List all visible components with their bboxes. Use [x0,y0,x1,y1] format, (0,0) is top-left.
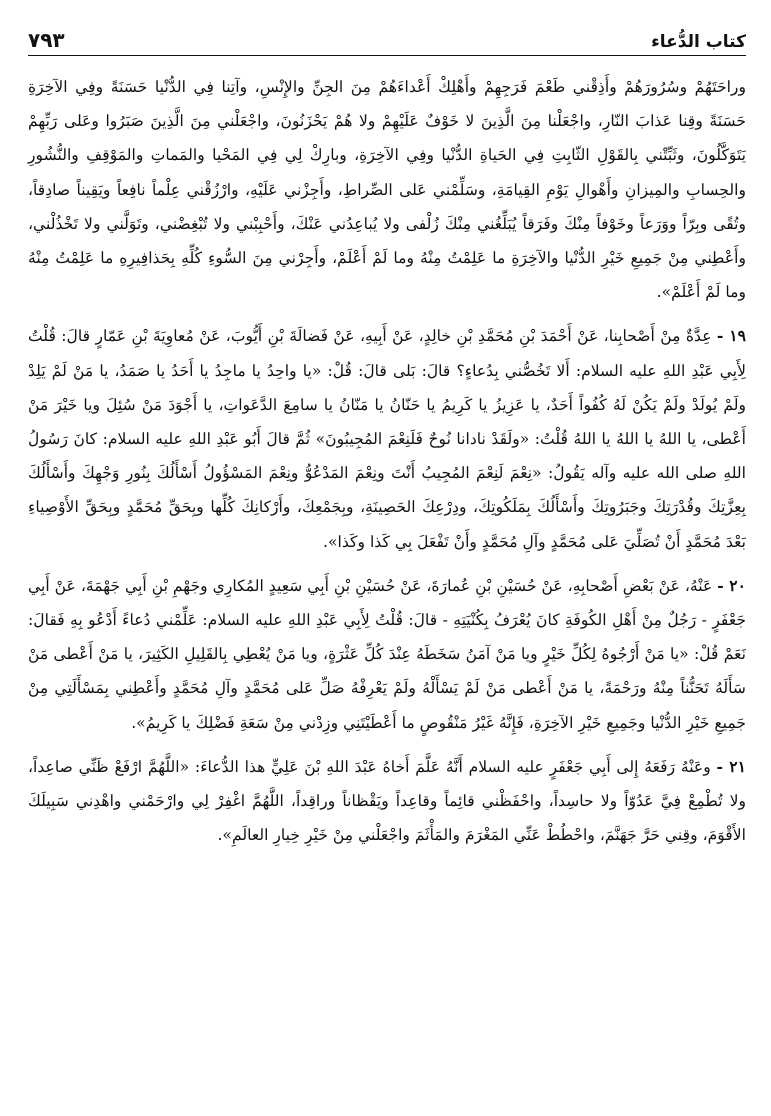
book-page [28,22,746,1102]
paragraph-text: وراحَتَهُمْ وسُرُورَهُمْ وأَذِقْني طَعْمَ فَرَجِهِمْ وأَهْلِكْ أَعْداءَهُمْ مِنَ الجِنِّ والإِنْسِ، وآتِنا فِي الدُّنْيا حَسَنَةً وفِي الآخِرَةِ حَسَنَةً وقِنا عَذابَ النّارِ، واجْعَلْنا مِنَ الَّذِينَ لا خَوْفٌ عَلَيْهِمْ ولا هُمْ يَحْزَنُونَ، واجْعَلْني مِنَ الَّذِينَ صَبَرُوا وعَلى رَبِّهِمْ يَتَوَكَّلُونَ، وثَبِّتْني بِالقَوْلِ الثّابِتِ فِي الحَياةِ الدُّنْيا وفِي الآخِرَةِ، وبارِكْ لِي فِي المَحْيا والمَماتِ والمَوْقِفِ والنُّشُورِ والحِسابِ والمِيزانِ وأَهْوالِ يَوْمِ القِيامَةِ، وسَلِّمْني عَلى الصِّراطِ، وأَجِزْني عَلَيْهِ، وارْزُقْني عِلْماً نافِعاً ويَقِيناً صادِقاً، وتُقًى وبِرّاً ووَرَعاً وخَوْفاً مِنْكَ وفَرَقاً يُبَلِّغُني مِنْكَ زُلْفى ولا يُباعِدُني عَنْكَ، وأَحْبِبْني ولا تُبْغِضْني، وتَوَلَّني ولا تَخْذُلْني، وأَعْطِني مِنْ جَمِيعِ خَيْرِ الدُّنْيا والآخِرَةِ ما عَلِمْتُ مِنْهُ وما لَمْ أَعْلَمْ، وأَجِرْني مِنَ السُّوءِ كُلِّهِ بِحَذافِيرِهِ ما عَلِمْتُ مِنْهُ وما لَمْ أَعْلَمْ». [28,78,746,302]
paragraph-text: عِدَّةٌ مِنْ أَصْحابِنا، عَنْ أَحْمَدَ بْنِ مُحَمَّدِ بْنِ خالِدٍ، عَنْ أَبِيهِ، عَنْ فَضالَةَ بْنِ أَيُّوبَ، عَنْ مُعاوِيَةَ بْنِ عَمّارٍ قالَ: قُلْتُ لِأَبِي عَبْدِ اللهِ عليه السلام: أَلا تَخُصُّني بِدُعاءٍ؟ قالَ: بَلى قالَ: قُلْ: «يا واحِدُ يا ماجِدُ يا أَحَدُ يا صَمَدُ، يا مَنْ لَمْ يَلِدْ ولَمْ يُولَدْ ولَمْ يَكُنْ لَهُ كُفُواً أَحَدٌ، يا عَزِيزُ يا كَرِيمُ يا حَنّانُ يا مَنّانُ يا سامِعَ الدَّعَواتِ، يا أَجْوَدَ مَنْ سُئِلَ ويا خَيْرَ مَنْ أَعْطى، يا اللهُ يا اللهُ يا اللهُ قُلْتُ: «ولَقَدْ نادانا نُوحٌ فَلَنِعْمَ المُجِيبُونَ» ثُمَّ قالَ أَبُو عَبْدِ اللهِ عليه السلام: كانَ رَسُولُ اللهِ صلى الله عليه وآله يَقُولُ: «نِعْمَ لَنِعْمَ المُجِيبُ أَنْتَ ونِعْمَ المَدْعُوُّ ونِعْمَ المَسْؤُولُ أَسْأَلُكَ بِنُورِ وَجْهِكَ وأَسْأَلُكَ بِعِزَّتِكَ وقُدْرَتِكَ وجَبَرُوتِكَ وأَسْأَلُكَ بِمَلَكُوتِكَ، ودِرْعِكَ الحَصِينَةِ، وبِجَمْعِكَ، وأَرْكانِكَ كُلِّها وبِحَقِّ مُحَمَّدٍ وبِحَقِّ الأَوْصِياءِ بَعْدَ مُحَمَّدٍ أَنْ تُصَلِّيَ عَلى مُحَمَّدٍ وآلِ مُحَمَّدٍ وأَنْ تَفْعَلَ بِي كَذا وكَذا». [28,327,746,551]
hadith-number: ٢١ - [716,756,747,776]
hadith-19 [28,319,746,558]
hadith-number: ١٩ - [716,326,746,346]
paragraph-text: عَنْهُ، عَنْ بَعْضِ أَصْحابِهِ، عَنْ حُسَيْنِ بْنِ عُمارَةَ، عَنْ حُسَيْنِ بْنِ أَبِي سَعِيدٍ المُكارِي وجَهْمِ بْنِ أَبِي جَهْمَةَ، عَنْ أَبِي جَعْفَرٍ - رَجُلٌ مِنْ أَهْلِ الكُوفَةِ كانَ يُعْرَفُ بِكُنْيَتِهِ - قالَ: قُلْتُ لِأَبِي عَبْدِ اللهِ عليه السلام: عَلِّمْني دُعاءً أَدْعُو بِهِ فَقالَ: نَعَمْ قُلْ: «يا مَنْ أَرْجُوهُ لِكُلِّ خَيْرٍ ويا مَنْ آمَنُ سَخَطَهُ عِنْدَ كُلِّ عَثْرَةٍ، ويا مَنْ يُعْطِي بِالقَلِيلِ الكَثِيرَ، يا مَنْ أَعْطى مَنْ سَأَلَهُ تَحَنُّناً مِنْهُ ورَحْمَةً، يا مَنْ أَعْطى مَنْ لَمْ يَسْأَلْهُ ولَمْ يَعْرِفْهُ صَلِّ عَلى مُحَمَّدٍ وآلِ مُحَمَّدٍ وأَعْطِني بِمَسْأَلَتِي مِنْ جَمِيعِ خَيْرِ الدُّنْيا وجَمِيعِ خَيْرِ الآخِرَةِ، فَإِنَّهُ غَيْرُ مَنْقُوصٍ ما أَعْطَيْتَنِي وزِدْني مِنْ سَعَةِ فَضْلِكَ يا كَرِيمُ». [28,576,746,732]
running-title: كتاب الدُّعاء [651,32,746,52]
hadith-21 [28,750,746,853]
paragraph-text: وعَنْهُ رَفَعَهُ إِلى أَبِي جَعْفَرٍ عليه السلام أَنَّهُ عَلَّمَ أَخاهُ عَبْدَ اللهِ بْنَ عَلِيٍّ هذا الدُّعاءَ: «اللَّهُمَّ ارْفَعْ ظَنِّي صاعِداً، ولا تُطْمِعْ فِيَّ عَدُوّاً ولا حاسِداً، واحْفَظْني قائِماً وقاعِداً ويَقْظاناً وراقِداً، اللَّهُمَّ اغْفِرْ لِي وارْحَمْني واهْدِني سَبِيلَكَ الأَقْوَمَ، وقِني حَرَّ جَهَنَّمَ، واحْطُطْ عَنِّي المَغْرَمَ والمَأْثَمَ واجْعَلْني مِنْ خَيْرِ خِيارِ العالَمِ». [28,757,746,845]
page-number: ٧٩٣ [28,28,65,52]
hadith-number: ٢٠ - [717,575,746,595]
page-body [28,70,746,852]
paragraph-continuation [28,70,746,309]
hadith-20 [28,569,746,740]
page-header [28,22,746,56]
